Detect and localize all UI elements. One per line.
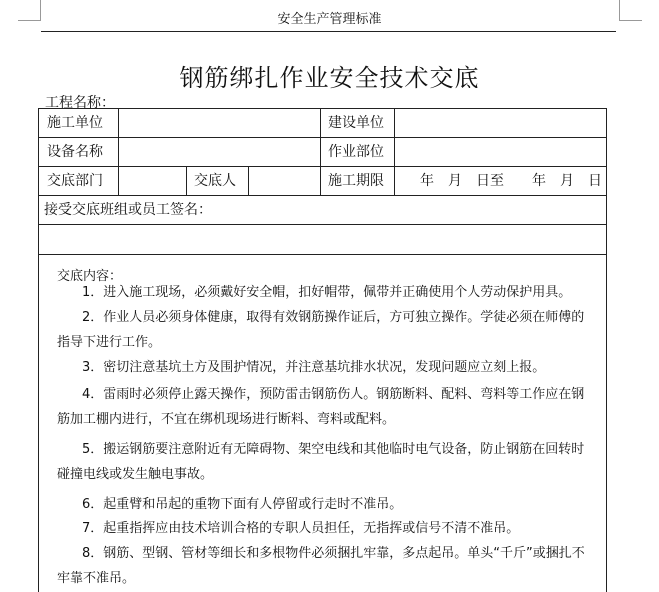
table-line	[394, 108, 395, 195]
table-line	[38, 224, 606, 225]
content-item-text: 1．进入施工现场，必须戴好安全帽，扣好帽带，佩带并正确使用个人劳动保护用具。	[82, 285, 572, 300]
content-item	[57, 355, 592, 380]
page-header: 安全生产管理标准	[277, 12, 382, 27]
table-line	[606, 108, 607, 592]
content-item	[57, 382, 592, 432]
content-item-text: 4．雷雨时必须停止露天操作，预防雷击钢筋伤人。钢筋断料、配料、弯料等工作应在钢筋加工棚内进行，不宜在绑机现场进行断料、弯料或配料。	[57, 387, 585, 427]
content-item-text: 6．起重臂和吊起的重物下面有人停留或行走时不准吊。	[82, 497, 403, 512]
header-divider	[41, 31, 616, 32]
work-location-label: 作业部位	[328, 144, 384, 160]
table-line	[248, 166, 249, 195]
table-line	[38, 166, 606, 167]
table-line	[38, 195, 606, 196]
content-item-text: 8．钢筋、型钢、管材等细长和多根物件必须捆扎牢靠，多点起吊。单头“千斤”或捆扎不牢靠不准吊。	[57, 546, 585, 586]
content-item-text: 7．起重指挥应由技术培训合格的专职人员担任，无指挥或信号不清不准吊。	[82, 521, 520, 536]
equipment-name-label: 设备名称	[47, 144, 103, 160]
construction-unit-label: 施工单位	[47, 115, 103, 131]
table-line	[38, 254, 606, 255]
content-item	[57, 280, 592, 305]
content-item-text: 5．搬运钢筋要注意附近有无障碍物、架空电线和其他临时电气设备，防止钢筋在回转时碰撞电线或发生触电事故。	[57, 442, 585, 482]
content-item	[57, 516, 592, 541]
document-title: 钢筋绑扎作业安全技术交底	[179, 64, 480, 92]
content-item	[57, 541, 592, 591]
content-label: 交底内容：	[57, 269, 123, 284]
table-line	[38, 108, 606, 109]
content-item	[57, 305, 592, 355]
table-line	[38, 137, 606, 138]
table-line	[38, 108, 39, 592]
content-item-text: 2．作业人员必须身体健康，取得有效钢筋操作证后，方可独立操作。学徒必须在师傅的指导下进行工作。	[57, 310, 585, 350]
construction-period-label: 施工期限	[328, 173, 384, 189]
builder-unit-label: 建设单位	[328, 115, 384, 131]
signature-label: 接受交底班组或员工签名：	[44, 202, 212, 218]
table-line	[320, 108, 321, 195]
disclosing-dept-label: 交底部门	[47, 173, 103, 189]
content-item	[57, 437, 592, 487]
project-name-label: 工程名称：	[45, 95, 115, 111]
content-item-text: 3．密切注意基坑土方及围护情况，并注意基坑排水状况，发现问题应立刻上报。	[82, 360, 546, 375]
table-line	[186, 166, 187, 195]
table-line	[118, 108, 119, 195]
construction-period-value: 年 月 日至 年 月 日	[420, 173, 602, 189]
content-item	[57, 492, 592, 517]
discloser-label: 交底人	[194, 173, 236, 189]
